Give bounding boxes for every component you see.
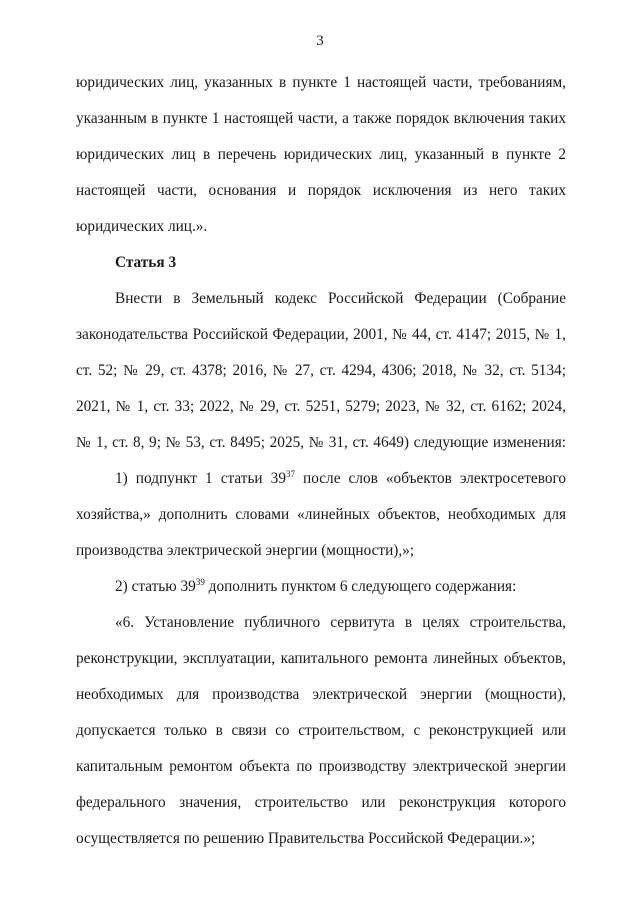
body-line: указанным в пункте 1 настоящей части, а также порядок включения таких (76, 110, 566, 127)
quote-line: осуществляется по решению Правительства Российской Федерации.»; (76, 830, 536, 847)
item-1-superscript: 37 (285, 469, 295, 479)
body-line: ст. 52; № 29, ст. 4378; 2016, № 27, ст. 4294, 4306; 2018, № 32, ст. 5134; (76, 362, 566, 379)
quote-line: федерального значения, строительство или реконструкция которого (76, 794, 566, 811)
item-2-text-post: дополнить пунктом 6 следующего содержания: (204, 578, 517, 595)
item-1-text-pre: 1) подпункт 1 статьи 39 (115, 470, 286, 487)
item-2-text-pre: 2) статью 39 (115, 578, 196, 595)
item-1-line (115, 469, 566, 489)
quote-line: допускается только в связи со строительством, с реконструкцией или (76, 722, 566, 739)
quote-line: «6. Установление публичного сервитута в целях строительства, (115, 614, 566, 631)
body-line: № 1, ст. 8, 9; № 53, ст. 8495; 2025, № 31, ст. 4649) следующие изменения: (76, 434, 566, 451)
body-line: законодательства Российской Федерации, 2001, № 44, ст. 4147; 2015, № 1, (76, 326, 566, 343)
body-line: хозяйства,» дополнить словами «линейных объектов, необходимых для (76, 506, 566, 523)
article-heading: Статья 3 (115, 254, 177, 271)
body-line: юридических лиц в перечень юридических лиц, указанный в пункте 2 (76, 146, 566, 163)
body-line: юридических лиц, указанных в пункте 1 настоящей части, требованиям, (76, 74, 566, 91)
body-line: производства электрической энергии (мощности),»; (76, 542, 415, 559)
quote-line: необходимых для производства электрической энергии (мощности), (76, 686, 566, 703)
body-line: настоящей части, основания и порядок исключения из него таких (76, 182, 566, 199)
item-2-line (115, 577, 566, 597)
quote-line: реконструкции, эксплуатации, капитального ремонта линейных объектов, (76, 650, 566, 667)
page-number: 3 (316, 33, 324, 49)
body-line: Внести в Земельный кодекс Российской Федерации (Собрание (115, 290, 566, 307)
item-2-superscript: 39 (195, 577, 205, 587)
item-1-text-post: после слов «объектов электросетевого (294, 470, 567, 487)
body-line: юридических лиц.». (76, 218, 208, 235)
body-line: 2021, № 1, ст. 33; 2022, № 29, ст. 5251, 5279; 2023, № 32, ст. 6162; 2024, (76, 398, 566, 415)
quote-line: капитальным ремонтом объекта по производству электрической энергии (76, 758, 566, 775)
